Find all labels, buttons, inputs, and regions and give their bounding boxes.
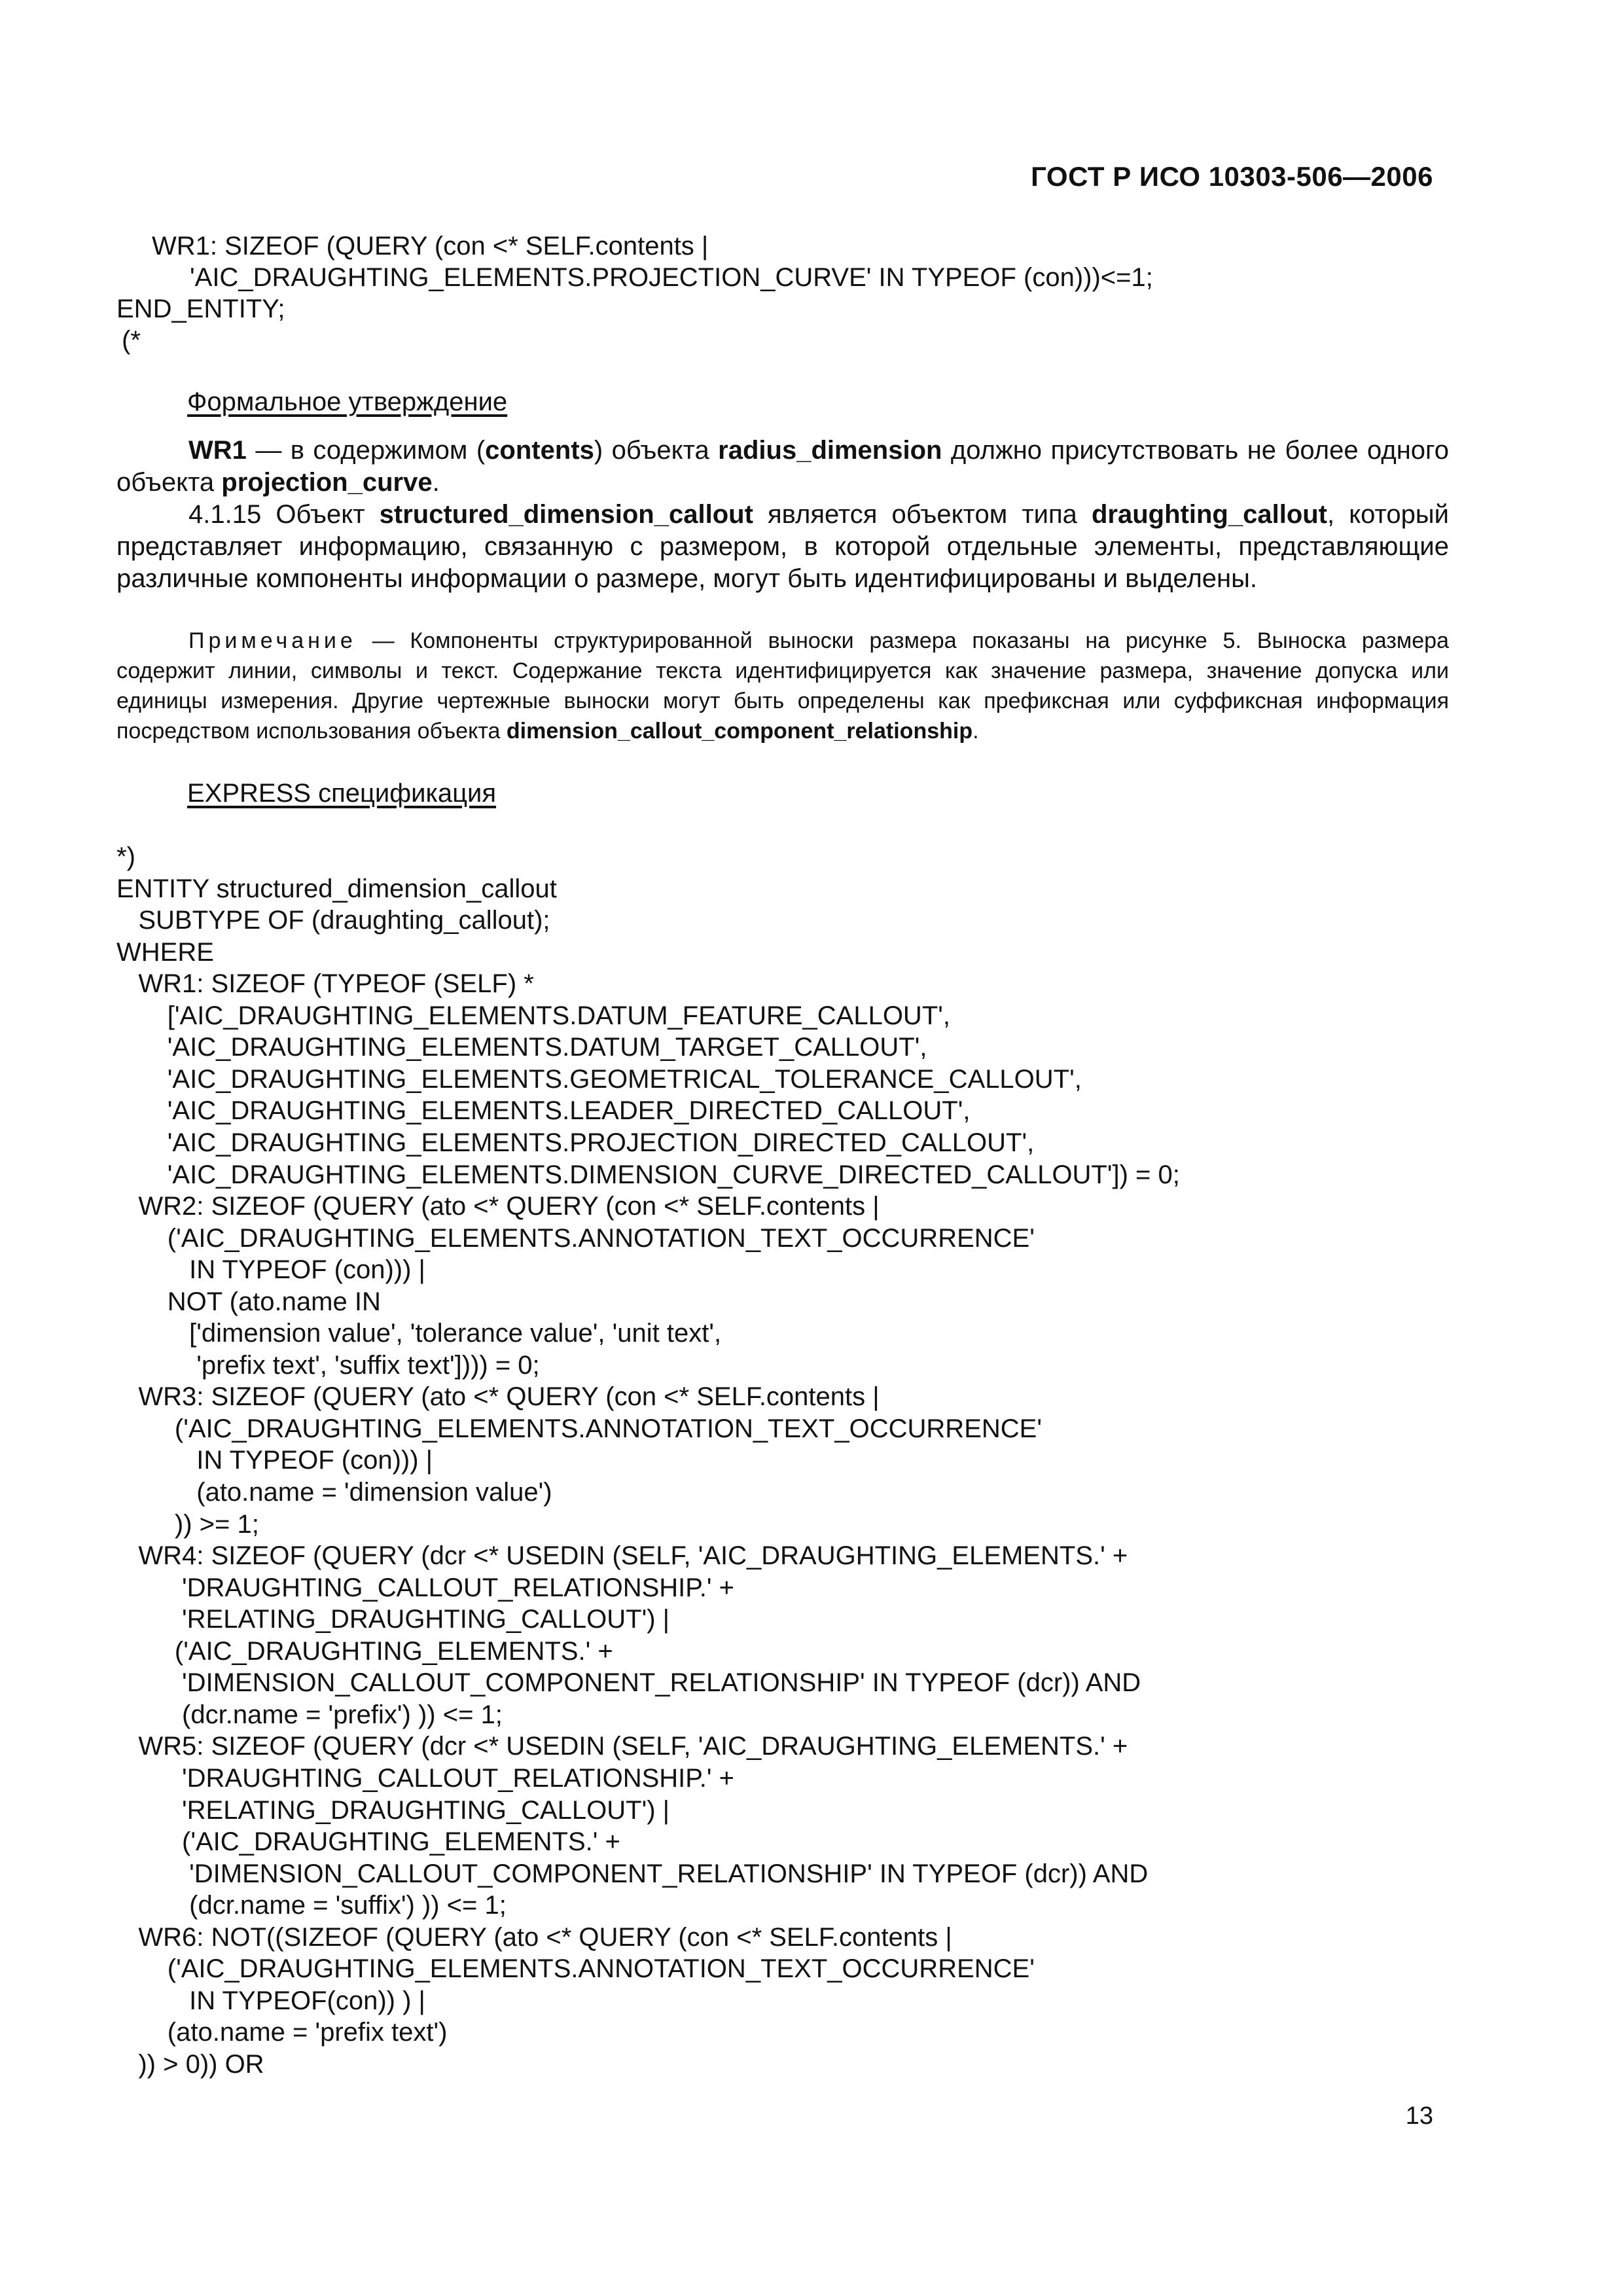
code-line: (ato.name = 'dimension value') (116, 1478, 552, 1507)
code-line: ('AIC_DRAUGHTING_ELEMENTS.' + (116, 1636, 613, 1666)
text-run: — в содержимом ( (246, 436, 486, 465)
code-line: 'DRAUGHTING_CALLOUT_RELATIONSHIP.' + (116, 1573, 735, 1602)
code-line: WR1: SIZEOF (TYPEOF (SELF) * (116, 969, 534, 999)
page-number: 13 (1405, 2102, 1433, 2130)
code-line: WR3: SIZEOF (QUERY (ato <* QUERY (con <* SELF.contents | (116, 1382, 880, 1412)
code-line: ENTITY structured_dimension_callout (116, 874, 557, 903)
text-run: . (432, 468, 440, 497)
code-line: 'DRAUGHTING_CALLOUT_RELATIONSHIP.' + (116, 1763, 735, 1793)
code-line: SUBTYPE OF (draughting_callout); (116, 906, 550, 935)
code-line: WR2: SIZEOF (QUERY (ato <* QUERY (con <* SELF.contents | (116, 1192, 880, 1221)
text-run: является объектом типа (753, 500, 1092, 529)
text-run: ) объекта (594, 436, 719, 465)
code-line: WR1: SIZEOF (QUERY (con <* SELF.contents | (152, 232, 709, 260)
formal-statement-heading: Формальное утверждение (187, 387, 508, 416)
code-line: (dcr.name = 'suffix') )) <= 1; (116, 1891, 507, 1920)
note-text: — Компоненты структурированной выноски размера показаны на рисунке 5. Выноска размера содержит линии, символы и текст. Содержание текста идентифицируется как значение размера, значение допуска или единицы измерения. Другие чертежные выноски могут быть определены как префиксная или суффиксная информация посредством использования объекта (116, 628, 1449, 744)
code-line: 'AIC_DRAUGHTING_ELEMENTS.LEADER_DIRECTED_CALLOUT', (116, 1096, 971, 1126)
code-line: ('AIC_DRAUGHTING_ELEMENTS.ANNOTATION_TEXT_OCCURRENCE' (116, 1223, 1035, 1253)
code-line: IN TYPEOF(con)) ) | (116, 1986, 425, 2015)
text-run: , который представляет информацию, связанную с размером, в которой отдельные элементы, представляющие различные компоненты информации о размере, могут быть идентифицированы и выделены. (116, 500, 1449, 593)
code-line: 'AIC_DRAUGHTING_ELEMENTS.DIMENSION_CURVE_DIRECTED_CALLOUT']) = 0; (116, 1160, 1180, 1189)
code-line: (* (122, 326, 141, 355)
code-line: 'AIC_DRAUGHTING_ELEMENTS.GEOMETRICAL_TOLERANCE_CALLOUT', (116, 1064, 1082, 1094)
code-line: NOT (ato.name IN (116, 1287, 381, 1316)
entity-name: structured_dimension_callout (379, 500, 753, 529)
code-line: 'AIC_DRAUGHTING_ELEMENTS.PROJECTION_DIRECTED_CALLOUT', (116, 1128, 1035, 1157)
code-line: 'AIC_DRAUGHTING_ELEMENTS.DATUM_TARGET_CALLOUT', (116, 1033, 927, 1062)
code-line: ('AIC_DRAUGHTING_ELEMENTS.ANNOTATION_TEXT_OCCURRENCE' (116, 1954, 1035, 1984)
text-run: . (972, 719, 979, 744)
code-line: 'DIMENSION_CALLOUT_COMPONENT_RELATIONSHIP' IN TYPEOF (dcr)) AND (116, 1859, 1149, 1888)
code-line: IN TYPEOF (con))) | (116, 1446, 433, 1475)
code-line: IN TYPEOF (con))) | (116, 1255, 425, 1285)
entity-name: projection_curve (221, 468, 433, 497)
entity-name: contents (485, 436, 594, 465)
code-line: 'DIMENSION_CALLOUT_COMPONENT_RELATIONSHIP' IN TYPEOF (dcr)) AND (116, 1668, 1141, 1698)
code-line: WHERE (116, 937, 214, 967)
code-line: ('AIC_DRAUGHTING_ELEMENTS.ANNOTATION_TEXT_OCCURRENCE' (116, 1414, 1042, 1443)
entity-name: draughting_callout (1092, 500, 1327, 529)
express-heading: EXPRESS спецификация (187, 779, 497, 808)
rule-name: WR1 (188, 436, 247, 465)
clause-4-1-15 (116, 499, 1449, 595)
code-line: WR5: SIZEOF (QUERY (dcr <* USEDIN (SELF, 'AIC_DRAUGHTING_ELEMENTS.' + (116, 1732, 1128, 1761)
note-label: Примечание (188, 628, 357, 653)
code-line: ('AIC_DRAUGHTING_ELEMENTS.' + (116, 1827, 620, 1857)
code-line: WR6: NOT((SIZEOF (QUERY (ato <* QUERY (con <* SELF.contents | (116, 1922, 952, 1952)
code-line: (dcr.name = 'prefix') )) <= 1; (116, 1700, 503, 1729)
entity-name: radius_dimension (718, 436, 942, 465)
formal-statement (116, 435, 1449, 499)
code-line: 'RELATING_DRAUGHTING_CALLOUT') | (116, 1605, 670, 1634)
code-line: )) > 0)) OR (116, 2049, 264, 2079)
code-line: *) (116, 842, 135, 871)
code-line: 'AIC_DRAUGHTING_ELEMENTS.PROJECTION_CURVE' IN TYPEOF (con)))<=1; (190, 263, 1153, 292)
clause-number: 4.1.15 Объект (188, 500, 380, 529)
code-line: WR4: SIZEOF (QUERY (dcr <* USEDIN (SELF, 'AIC_DRAUGHTING_ELEMENTS.' + (116, 1541, 1128, 1571)
code-line: )) >= 1; (116, 1509, 259, 1539)
code-line: (ato.name = 'prefix text') (116, 2018, 448, 2047)
code-line: 'prefix text', 'suffix text']))) = 0; (116, 1350, 540, 1380)
code-line: END_ENTITY; (116, 295, 285, 323)
code-line: ['dimension value', 'tolerance value', 'unit text', (116, 1319, 722, 1348)
document-header: ГОСТ Р ИСО 10303-506—2006 (1031, 161, 1433, 192)
text-run: должно присутствовать не более одного объекта (116, 436, 1449, 497)
code-line: 'RELATING_DRAUGHTING_CALLOUT') | (116, 1795, 670, 1825)
note-paragraph (116, 626, 1449, 746)
code-line: ['AIC_DRAUGHTING_ELEMENTS.DATUM_FEATURE_CALLOUT', (116, 1001, 951, 1030)
entity-name: dimension_callout_component_relationship (506, 719, 973, 744)
